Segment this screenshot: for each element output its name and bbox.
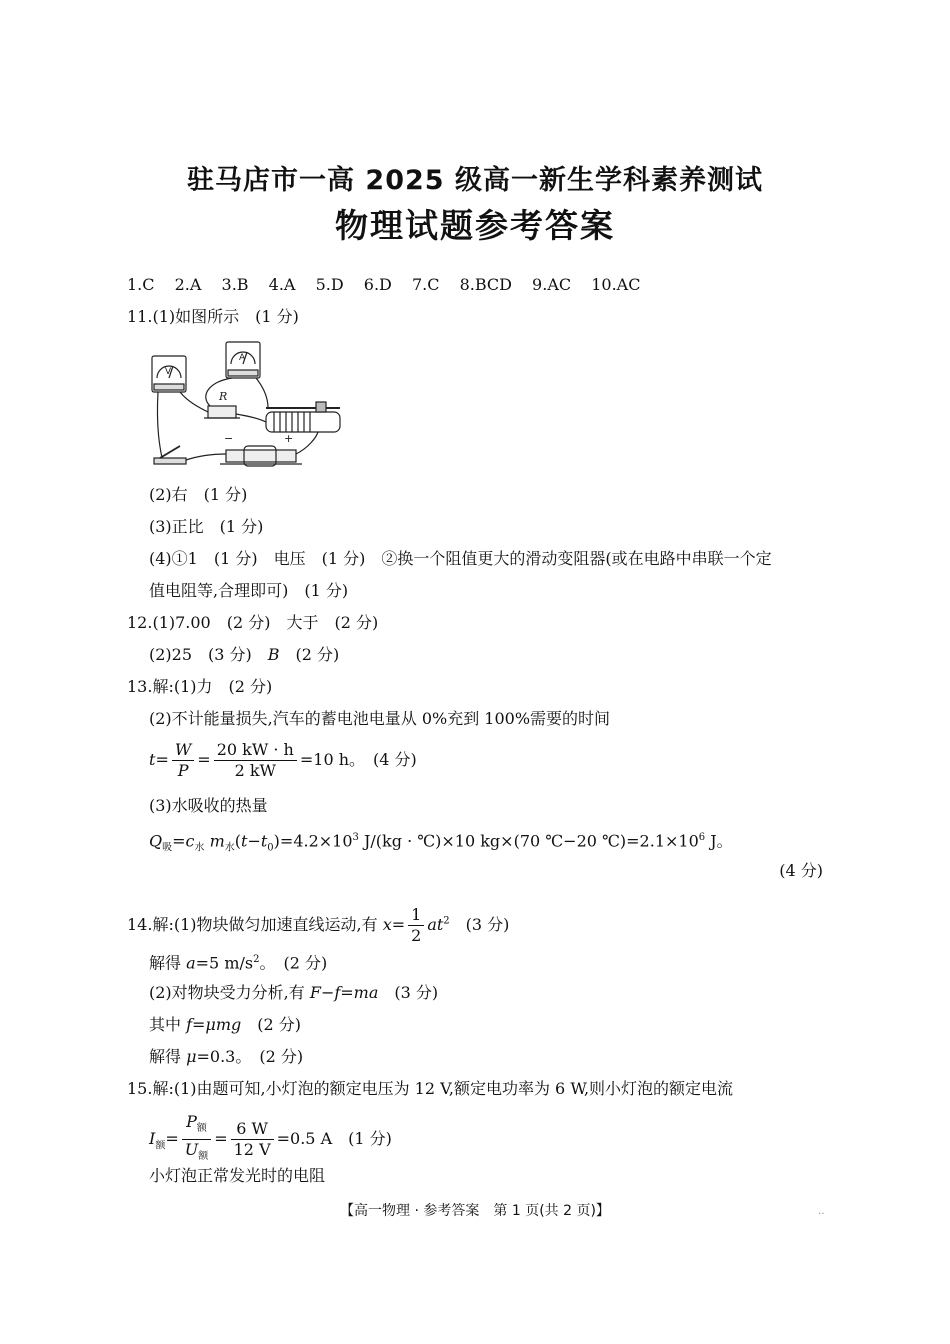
- frac-den: P: [177, 761, 189, 780]
- resistor: [208, 406, 236, 418]
- battery-plus: +: [284, 432, 294, 445]
- eq-var: at: [427, 915, 444, 934]
- q15-eq: $I_额=$ $\frac{P_额}{U_额}$ = $\frac{6 W}{12 V}$ =0.5 A (1 分): [149, 1112, 392, 1163]
- eq-var: t: [260, 831, 268, 851]
- frac-den: 2: [411, 926, 422, 945]
- q15-p1: 15.解:(1)由题可知,小灯泡的额定电压为 12 V,额定电功率为 6 W,则小灯泡的额定电流: [127, 1079, 734, 1098]
- rheostat: [266, 402, 340, 432]
- q11-head: 11.(1)如图所示 (1 分): [127, 307, 299, 326]
- q12-p1: 12.(1)7.00 (2 分) 大于 (2 分): [127, 613, 379, 632]
- q11-p3: (3)正比 (1 分): [149, 517, 264, 536]
- q14-p5: [149, 1047, 303, 1067]
- scan-mark: ‥: [818, 1206, 825, 1217]
- q14-text: 。 (2 分): [259, 953, 328, 973]
- eq-sup: 3: [352, 832, 359, 843]
- eq-sub: 额: [155, 1140, 166, 1152]
- q14-p2: [149, 950, 327, 973]
- eq-var: U: [184, 1140, 199, 1160]
- eq-sub: 额: [198, 1151, 209, 1163]
- eq-var: a: [186, 953, 196, 973]
- q14-score: (2 分): [241, 1015, 301, 1034]
- q11-p2: (2)右 (1 分): [149, 485, 248, 504]
- title-line1: 驻马店市一高 2025 级高一新生学科素养测试: [187, 165, 763, 196]
- mc-answer: 1.C: [127, 275, 155, 294]
- mc-answer: 8.BCD: [459, 275, 512, 294]
- q11-p4a: (4)①1 (1 分) 电压 (1 分) ②换一个阻值更大的滑动变阻器(或在电路中串联一个定: [149, 549, 772, 568]
- mc-answer: 9.AC: [532, 275, 572, 294]
- eq-sub: 额: [196, 1123, 207, 1135]
- page-footer: 【高一物理 · 参考答案 第 1 页(共 2 页)】: [340, 1203, 610, 1219]
- q13-p1: 13.解:(1)力 (2 分): [127, 677, 273, 696]
- eq-var: Q: [149, 831, 163, 851]
- q14-text: =0.3。 (2 分): [196, 1047, 304, 1066]
- q12-p2-text: (2)25 (3 分): [149, 645, 268, 664]
- q14-p4: [149, 1015, 301, 1035]
- q13-p2: (2)不计能量损失,汽车的蓄电池电量从 0%充到 100%需要的时间: [149, 709, 611, 728]
- eq-text: J。: [705, 831, 733, 851]
- eq-var: m: [209, 831, 225, 851]
- switch: [154, 446, 186, 464]
- frac-num: W: [172, 740, 194, 761]
- eq-expr: f=μmg: [186, 1015, 242, 1034]
- mc-answer: 10.AC: [591, 275, 641, 294]
- ammeter-label: A: [239, 353, 246, 363]
- q13-eq2: $Q_吸=c_水$ $m_水(t-t_0)=4.2\times 10^3$ J/(kg · ℃)×10 kg×(70 ℃−20 $℃)=2.1\times 10^6$ J。: [149, 831, 733, 854]
- mc-answer: 6.D: [363, 275, 392, 294]
- eq-sup: 6: [698, 832, 706, 843]
- q12-p2: [149, 645, 339, 665]
- battery-minus: −: [224, 432, 234, 445]
- eq-sub: 水: [194, 842, 205, 854]
- resistor-label: R: [219, 390, 228, 403]
- mc-answer: 5.D: [315, 275, 344, 294]
- frac-num: 20 kW · h: [214, 740, 297, 761]
- eq-var: c: [185, 831, 195, 851]
- mc-answer: 4.A: [268, 275, 296, 294]
- q14-p3: [149, 983, 438, 1003]
- battery: [220, 446, 302, 466]
- mc-answers: [127, 275, 655, 295]
- eq-rest: =0.5 A (1 分): [276, 1129, 392, 1149]
- q12-p2-var: B: [267, 645, 280, 664]
- q14-text: 解得: [149, 953, 187, 973]
- q12-p2-score: (2 分): [279, 645, 340, 664]
- q13-p3: (3)水吸收的热量: [149, 796, 268, 815]
- eq-sup: 2: [443, 915, 450, 927]
- frac-den: 2 kW: [234, 761, 276, 780]
- q14-score: (3 分): [449, 915, 510, 934]
- q14-text: 解得: [149, 1047, 187, 1066]
- mc-answer: 7.C: [411, 275, 440, 294]
- voltmeter-label: V: [165, 367, 172, 377]
- eq-text: )=4.2×10: [273, 831, 353, 851]
- frac-num: 6 W: [231, 1119, 274, 1140]
- circuit-diagram: [148, 338, 348, 470]
- eq-sub: 水: [224, 842, 235, 854]
- q14-score: (3 分): [378, 983, 439, 1002]
- eq-var: t: [241, 831, 248, 851]
- q14-p1: 14.解:(1)物块做匀加速直线运动,有 x= $\frac{1}{2}$ $at^2$ (3 分): [127, 905, 510, 945]
- mc-answer: 2.A: [174, 275, 202, 294]
- eq-var: I: [149, 1129, 156, 1149]
- frac-den: 12 V: [233, 1140, 271, 1160]
- q14-text: (2)对物块受力分析,有: [149, 983, 310, 1002]
- q14-text: =5 m/s: [195, 953, 254, 973]
- q14-text: 其中: [149, 1015, 187, 1034]
- q14-text: 14.解:(1)物块做匀加速直线运动,有: [127, 915, 383, 934]
- q13-score: (4 分): [779, 861, 823, 880]
- eq-var: P: [186, 1112, 197, 1131]
- eq-rest: =10 h。 (4 分): [299, 750, 417, 769]
- eq-expr: F−f=ma: [309, 983, 379, 1002]
- eq-var: t: [149, 750, 156, 769]
- eq-sub: 0: [267, 842, 274, 854]
- q13-eq1: t= $\frac{W}{P}$ = $\frac{20 kW \cdot h}{2 kW}$ =10 h。 (4 分): [149, 740, 417, 780]
- q15-p2: 小灯泡正常发光时的电阻: [149, 1166, 326, 1185]
- eq-text: J/(kg · ℃)×10 kg×(70 ℃−20 ℃)=2.1×10: [358, 831, 699, 851]
- eq-var: x: [382, 915, 392, 934]
- eq-sup: 2: [253, 954, 260, 965]
- mc-answer: 3.B: [221, 275, 249, 294]
- eq-sub: 吸: [162, 842, 173, 854]
- eq-var: μ: [186, 1047, 197, 1066]
- q11-p4b: 值电阻等,合理即可) (1 分): [149, 581, 349, 600]
- title-line2: 物理试题参考答案: [335, 206, 615, 245]
- frac-num: 1: [408, 905, 424, 926]
